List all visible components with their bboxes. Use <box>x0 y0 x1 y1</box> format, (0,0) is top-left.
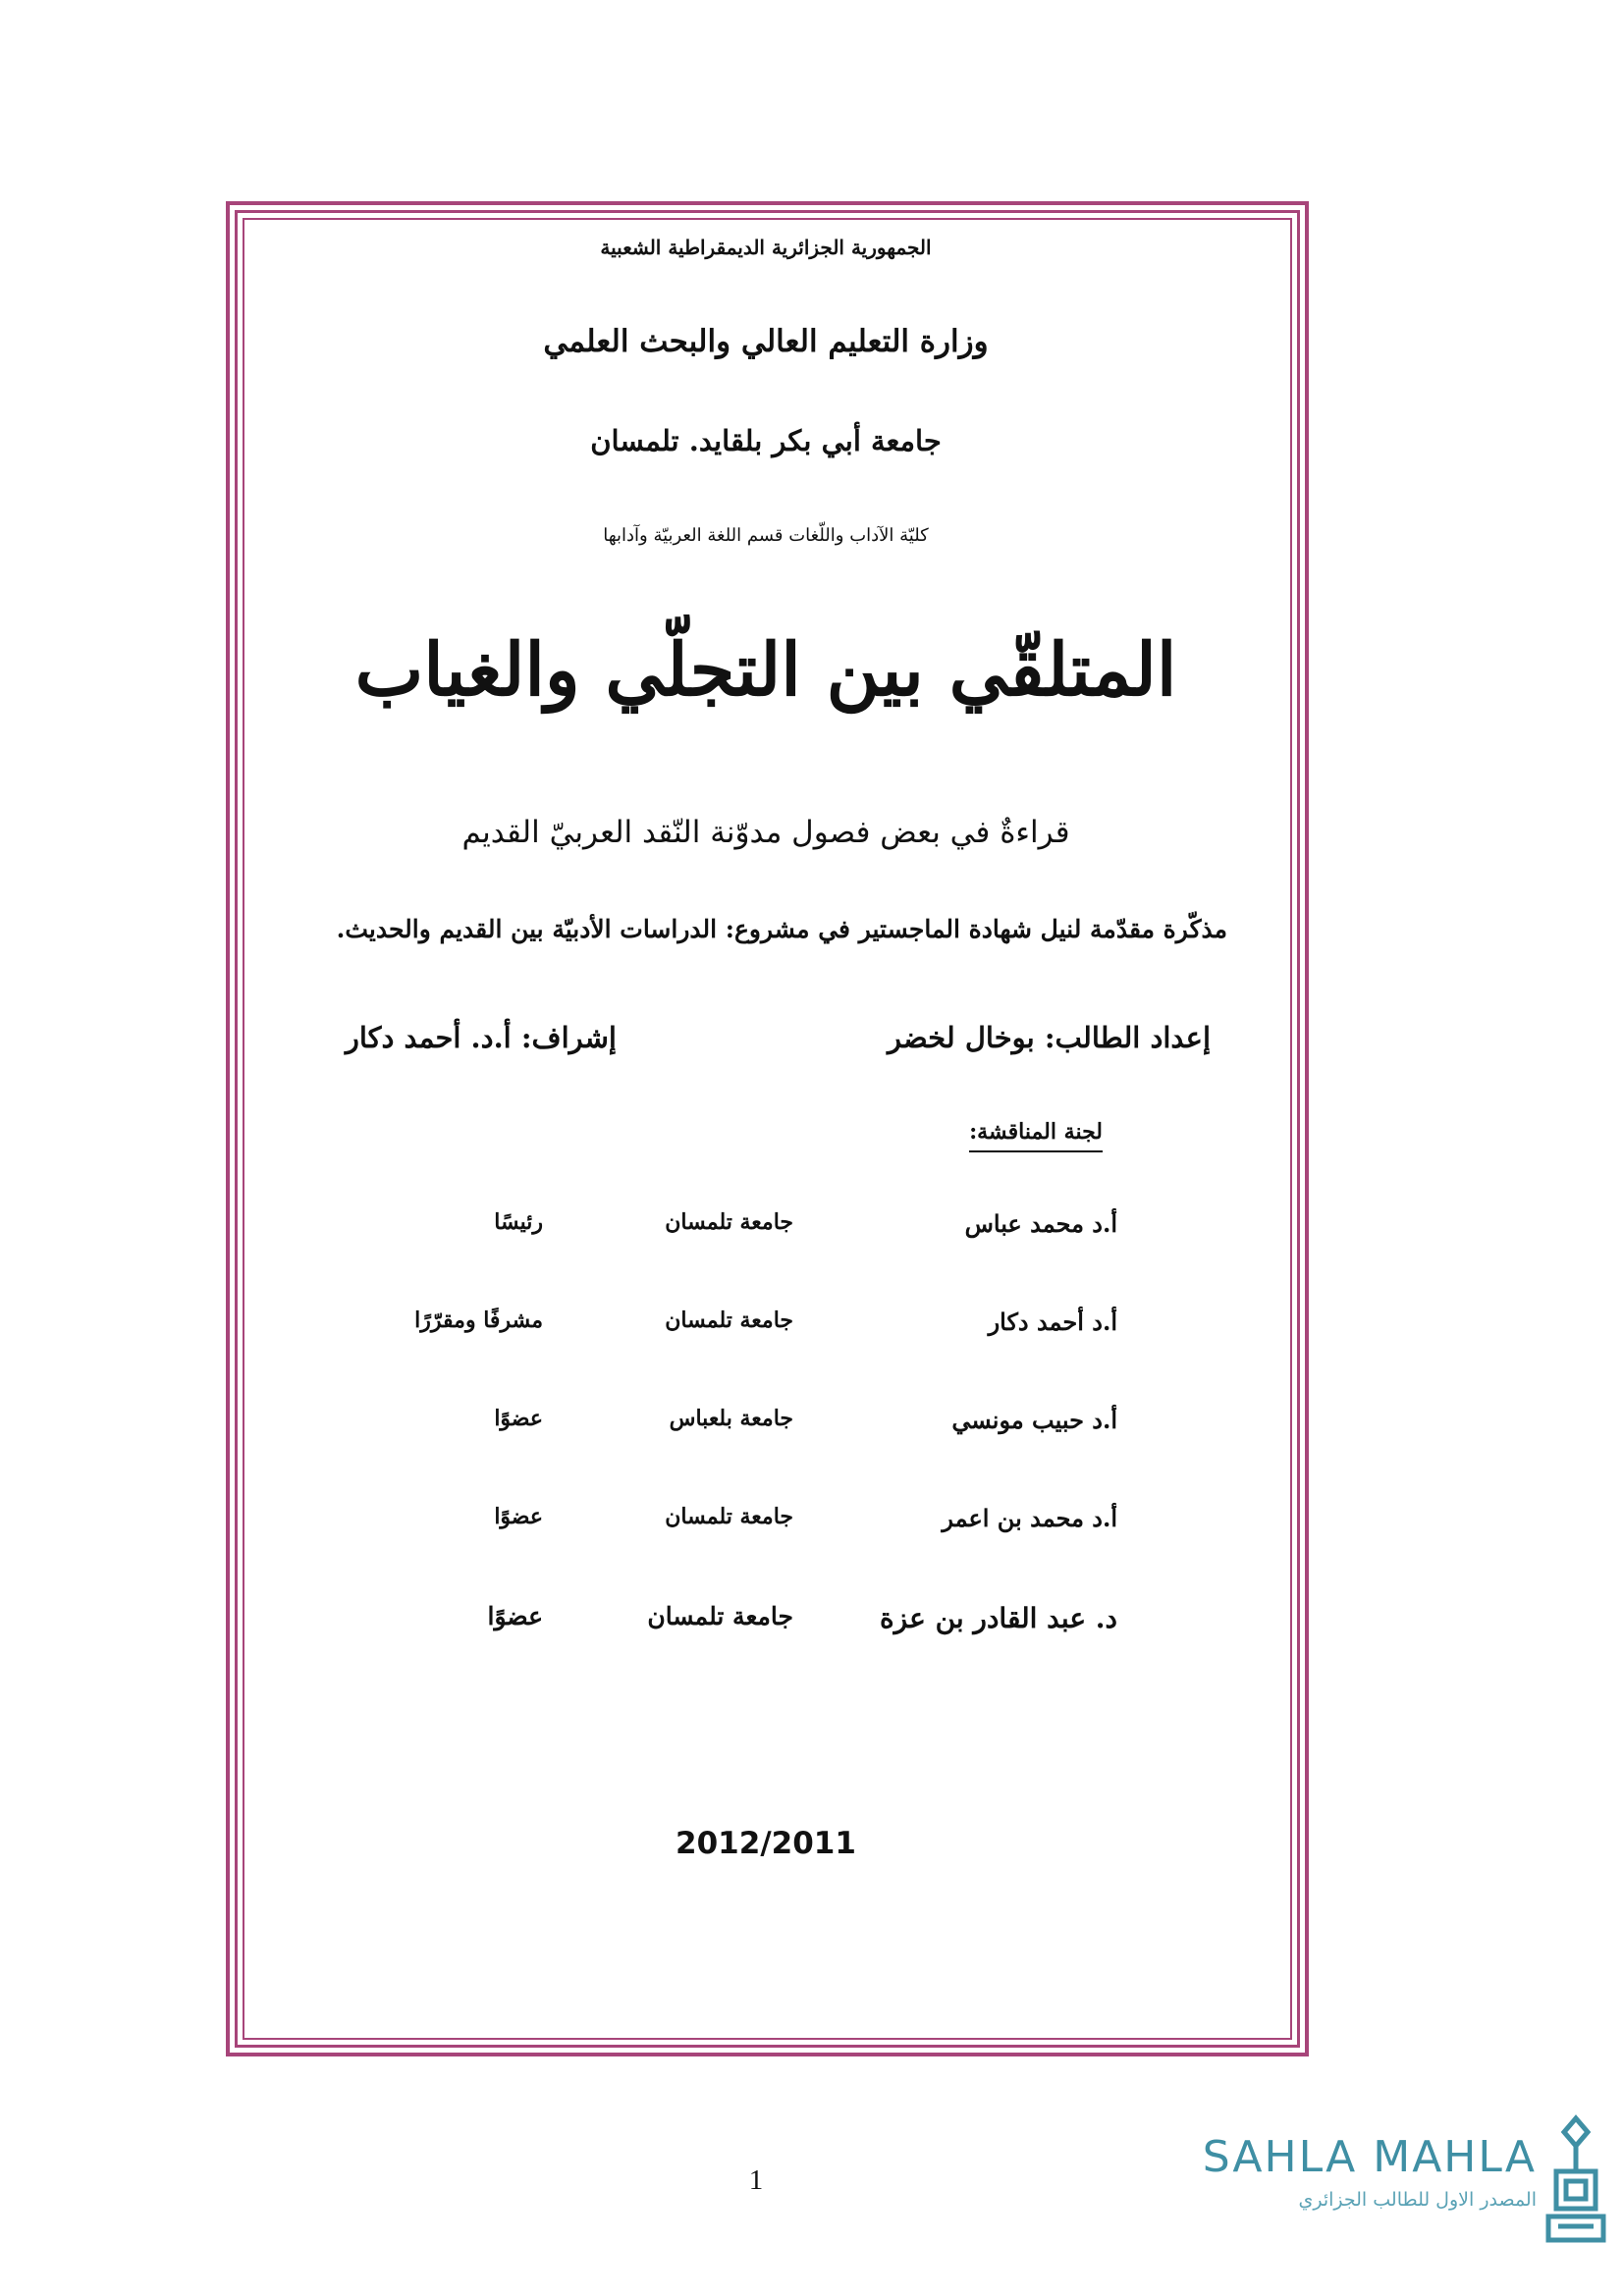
committee-heading: لجنة المناقشة: <box>969 1119 1103 1152</box>
academic-year: 2012/2011 <box>676 1826 856 1861</box>
committee-member-row <box>0 1209 1623 1249</box>
member-name: أ.د محمد بن اعمر <box>942 1504 1117 1532</box>
prepared-by: إعداد الطالب: بوخال لخضر <box>888 1021 1211 1054</box>
thesis-title: المتلقّي بين التجلّي والغياب <box>354 628 1177 713</box>
ministry-name: وزارة التعليم العالي والبحث العلمي <box>543 324 989 359</box>
member-university: جامعة تلمسان <box>665 1504 793 1529</box>
university-name: جامعة أبي بكر بلقايد. تلمسان <box>590 424 942 457</box>
member-role: مشرفًا ومقرّرًا <box>414 1308 543 1333</box>
member-university: جامعة تلمسان <box>647 1602 793 1630</box>
watermark-tagline: المصدر الاول للطالب الجزائري <box>1298 2189 1537 2211</box>
page-frame-inner <box>243 218 1292 2040</box>
member-role: عضوًا <box>487 1602 543 1630</box>
member-role: عضوًا <box>494 1504 543 1529</box>
member-university: جامعة تلمسان <box>665 1209 793 1235</box>
faculty-department: كليّة الآداب واللّغات قسم اللغة العربيّة وآدابها <box>603 525 929 546</box>
member-role: رئيسًا <box>494 1209 543 1235</box>
member-name: أ.د أحمد دكار <box>988 1308 1117 1336</box>
calligraphy-logo-icon <box>1537 2110 1615 2248</box>
page-number: 1 <box>748 2164 764 2196</box>
supervisor: إشراف: أ.د. أحمد دكار <box>345 1021 617 1054</box>
thesis-subtitle: قراءةٌ في بعض فصول مدوّنة النّقد العربيّ القديم <box>461 815 1070 850</box>
republic-name: الجمهورية الجزائرية الديمقراطية الشعبية <box>600 236 932 259</box>
member-university: جامعة تلمسان <box>665 1308 793 1333</box>
watermark-brand: SAHLA MAHLA <box>1202 2132 1537 2182</box>
committee-member-row <box>0 1504 1623 1543</box>
committee-member-row <box>0 1602 1623 1641</box>
member-university: جامعة بلعباس <box>669 1406 793 1431</box>
member-role: عضوًا <box>494 1406 543 1431</box>
committee-member-row <box>0 1406 1623 1445</box>
thesis-memo: مذكّرة مقدّمة لنيل شهادة الماجستير في مشروع: الدراسات الأدبيّة بين القديم والحديث. <box>336 915 1227 943</box>
member-name: أ.د محمد عباس <box>964 1209 1117 1238</box>
member-name: د. عبد القادر بن عزة <box>880 1602 1117 1634</box>
committee-member-row <box>0 1308 1623 1347</box>
sahla-mahla-watermark <box>1178 2110 1615 2248</box>
member-name: أ.د حبيب مونسي <box>951 1406 1117 1434</box>
